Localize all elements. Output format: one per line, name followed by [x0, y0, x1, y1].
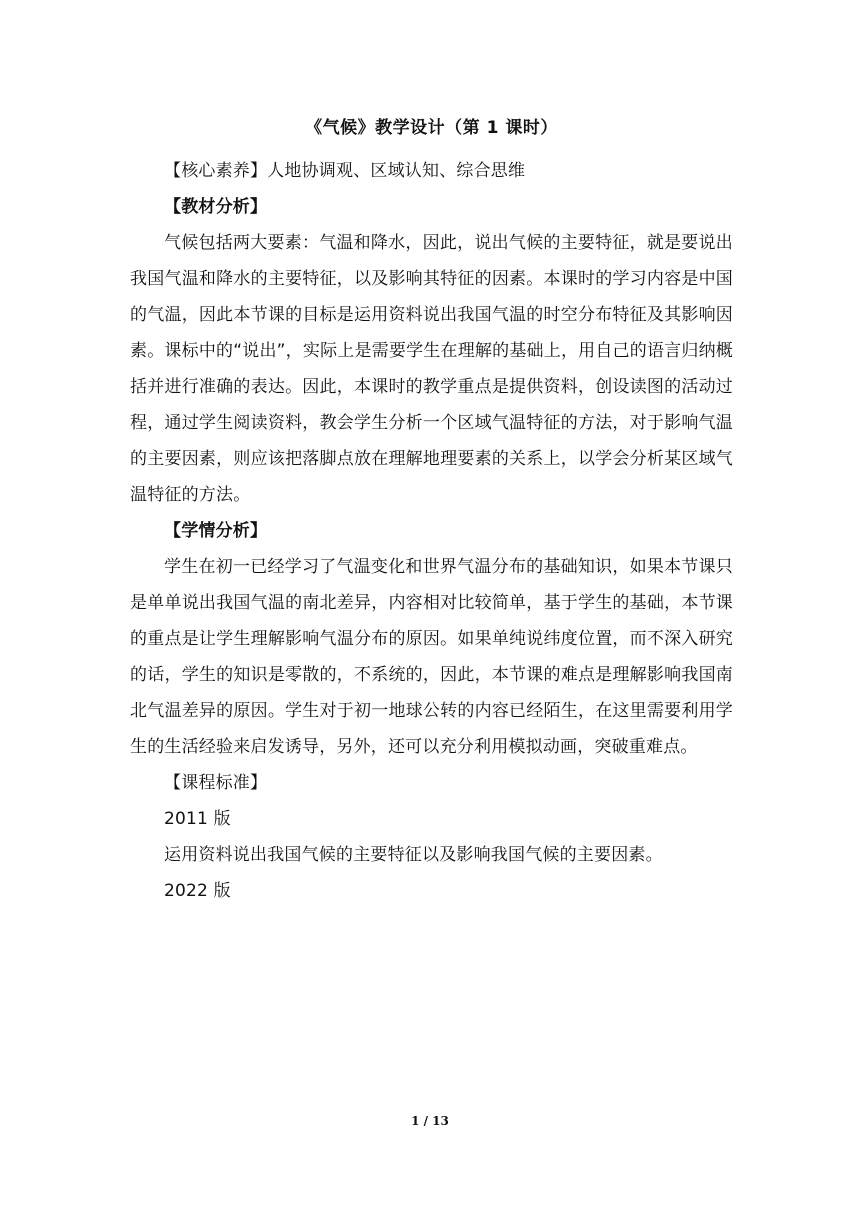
standard-text-2011: 运用资料说出我国气候的主要特征以及影响我国气候的主要因素。 — [164, 845, 663, 865]
document-title: 《气候》教学设计（第 1 课时） — [305, 118, 558, 138]
textbook-analysis-heading: 【教材分析】 — [164, 197, 268, 217]
page-number: 1 / 13 — [411, 1114, 449, 1128]
learner-analysis-paragraph: 学生在初一已经学习了气温变化和世界气温分布的基础知识，如果本节课只是单单说出我国气温的南北差异，内容相对比较简单，基于学生的基础，本节课的重点是让学生理解影响气温分布的原因。如果单纯说纬度位置，而不深入研究的话，学生的知识是零散的，不系统的，因此，本节课的难点是理解影响我国南北气温差异的原因。学生对于初一地球公转的内容已经陌生，在这里需要利用学生的生活经验来启发诱导，另外，还可以充分利用模拟动画，突破重难点。 — [130, 557, 733, 757]
textbook-analysis-paragraph: 气候包括两大要素：气温和降水，因此，说出气候的主要特征，就是要说出我国气温和降水的主要特征，以及影响其特征的因素。本课时的学习内容是中国的气温，因此本节课的目标是运用资料说出我国气温的时空分布特征及其影响因素。课标中的“说出”，实际上是需要学生在理解的基础上，用自己的语言归纳概括并进行准确的表达。因此，本课时的教学重点是提供资料，创设读图的活动过程，通过学生阅读资料，教会学生分析一个区域气温特征的方法，对于影响气温的主要因素，则应该把落脚点放在理解地理要素的关系上，以学会分析某区域气温特征的方法。 — [130, 233, 733, 505]
learner-analysis-heading: 【学情分析】 — [164, 521, 268, 541]
standard-version-2011: 2011 版 — [164, 809, 231, 829]
document-content — [130, 112, 733, 909]
core-literacy-line: 【核心素养】人地协调观、区域认知、综合思维 — [164, 161, 526, 181]
standard-version-2022: 2022 版 — [164, 881, 231, 901]
curriculum-standard-heading: 【课程标准】 — [164, 773, 268, 793]
